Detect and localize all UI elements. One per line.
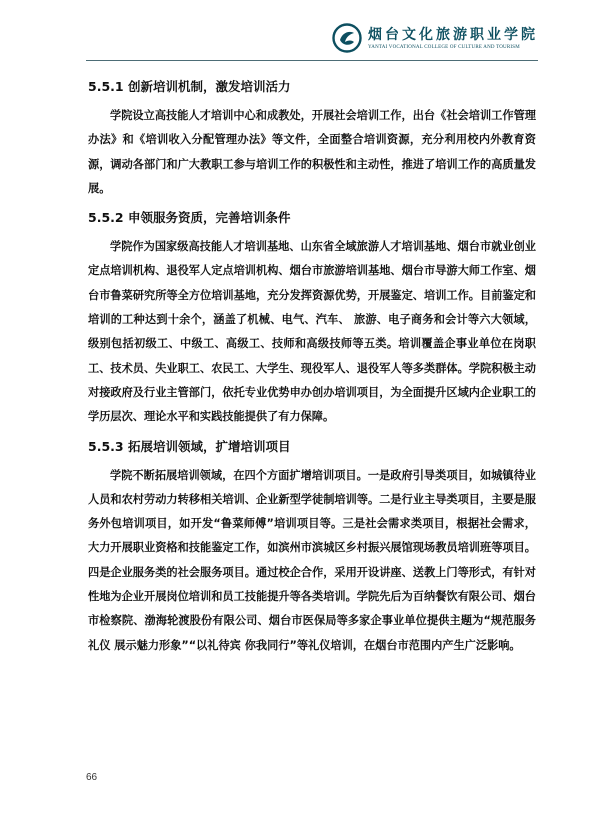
logo-wordmark xyxy=(368,26,538,51)
header-divider xyxy=(86,60,538,61)
page-number: 66 xyxy=(86,772,98,783)
section-paragraph: 学院作为国家级高技能人才培训基地、山东省全域旅游人才培训基地、烟台市就业创业定点培训机构、退役军人定点培训机构、烟台市旅游培训基地、烟台市导游大师工作室、烟台市鲁菜研究所等全方位培训基地，充分发挥资源优势，开展鉴定、培训工作。目前鉴定和培训的工种达到十余个，涵盖了机械、电气、汽车、 旅游、电子商务和会计等六大领域，级别包括初级工、中级工、高级工、技师和高级技师等五类。培训覆盖企事业单位在岗职工、技术员、失业职工、农民工、大学生、现役军人、退役军人等多类群体。学院积极主动对接政府及行业主管部门，依托专业优势申办创办培训项目，为全面提升区域内企业职工的学历层次、理论水平和实践技能提供了有力保障。 xyxy=(88,240,536,424)
document-body xyxy=(88,76,536,664)
page-header xyxy=(332,18,538,58)
section-heading: 5.5.2 申领服务资质，完善培训条件 xyxy=(88,210,291,226)
section-5-5-3 xyxy=(88,436,536,658)
section-paragraph: 学院设立高技能人才培训中心和成教处，开展社会培训工作，出台《社会培训工作管理办法》和《培训收入分配管理办法》等文件，全面整合培训资源，充分利用校内外教育资源，调动各部门和广大教职工参与培训工作的积极性和主动性，推进了培训工作的高质量发展。 xyxy=(88,109,536,195)
college-name-english: YANTAI VOCATIONAL COLLEGE OF CULTURE AND TOURISM xyxy=(368,44,520,50)
section-heading: 5.5.1 创新培训机制，激发培训活力 xyxy=(88,79,291,94)
college-emblem-icon xyxy=(332,23,362,53)
section-5-5-2 xyxy=(88,207,536,429)
section-paragraph: 学院不断拓展培训领域，在四个方面扩增培训项目。一是政府引导类项目，如城镇待业人员和农村劳动力转移相关培训、企业新型学徒制培训等。二是行业主导类项目，主要是服务外包培训项目，如开发“鲁菜师傅”培训项目等。三是社会需求类项目，根据社会需求，大力开展职业资格和技能鉴定工作，如滨州市滨城区乡村振兴展馆现场教员培训班等项目。四是企业服务类的社会服务项目。通过校企合作，采用开设讲座、送教上门等形式，有针对性地为企业开展岗位培训和员工技能提升等各类培训。学院先后为百纳餐饮有限公司、烟台市检察院、渤海轮渡股份有限公司、烟台市医保局等多家企事业单位提供主题为“规范服务礼仪 展示魅力形象”“以礼待宾 你我同行”等礼仪培训，在烟台市范围内产生广泛影响。 xyxy=(88,468,536,652)
section-heading: 5.5.3 拓展培训领域，扩增培训项目 xyxy=(88,438,291,454)
section-5-5-1 xyxy=(88,76,536,201)
college-name: 烟台文化旅游职业学院 xyxy=(368,26,538,43)
